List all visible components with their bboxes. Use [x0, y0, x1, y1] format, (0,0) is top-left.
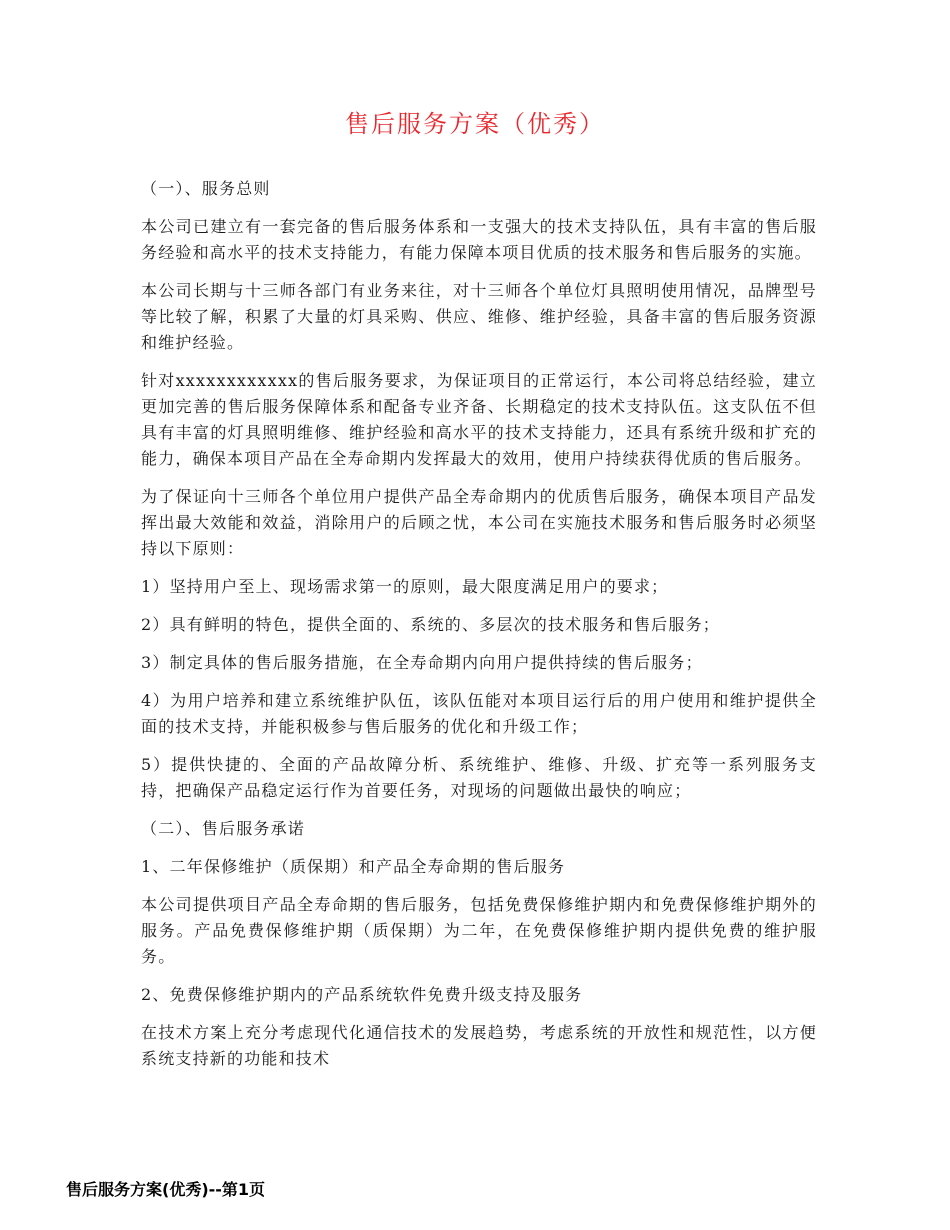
list-item: 2）具有鲜明的特色，提供全面的、系统的、多层次的技术服务和售后服务；: [141, 615, 720, 634]
document-body: [141, 176, 817, 1084]
paragraph: 为了保证向十三师各个单位用户提供产品全寿命期内的优质售后服务，确保本项目产品发挥出最大效能和效益，消除用户的后顾之忧，本公司在实施技术服务和售后服务时必须坚持以下原则：: [141, 487, 817, 558]
paragraph: 在技术方案上充分考虑现代化通信技术的发展趋势，考虑系统的开放性和规范性，以方便系统支持新的功能和技术: [141, 1023, 817, 1068]
paragraph: 本公司已建立有一套完备的售后服务体系和一支强大的技术支持队伍，具有丰富的售后服务经验和高水平的技术支持能力，有能力保障本项目优质的技术服务和售后服务的实施。: [141, 217, 817, 262]
document-title: 售后服务方案（优秀）: [345, 110, 605, 138]
list-item: 3）制定具体的售后服务措施，在全寿命期内向用户提供持续的售后服务；: [141, 653, 703, 672]
paragraph: 针对xxxxxxxxxxxx的售后服务要求，为保证项目的正常运行，本公司将总结经验，建立更加完善的售后服务保障体系和配备专业齐备、长期稳定的技术支持队伍。这支队伍不但具有丰富的灯具照明维修、维护经验和高水平的技术支持能力，还具有系统升级和扩充的能力，确保本项目产品在全寿命期内发挥最大的效用，使用户持续获得优质的售后服务。: [141, 371, 817, 468]
list-item: 1）坚持用户至上、现场需求第一的原则，最大限度满足用户的要求；: [141, 577, 669, 596]
subsection-heading: 1、二年保修维护（质保期）和产品全寿命期的售后服务: [141, 857, 566, 876]
section-heading: （二）、售后服务承诺: [141, 819, 306, 838]
paragraph: 本公司提供项目产品全寿命期的售后服务，包括免费保修维护期内和免费保修维护期外的服务。产品免费保修维护期（质保期）为二年，在免费保修维护期内提供免费的维护服务。: [141, 895, 817, 966]
page-footer: 售后服务方案(优秀)--第1页: [66, 1180, 266, 1199]
subsection-heading: 2、免费保修维护期内的产品系统软件免费升级支持及服务: [141, 985, 583, 1004]
paragraph: 本公司长期与十三师各部门有业务来往，对十三师各个单位灯具照明使用情况，品牌型号等比较了解，积累了大量的灯具采购、供应、维修、维护经验，具备丰富的售后服务资源和维护经验。: [141, 281, 817, 352]
list-item: 4）为用户培养和建立系统维护队伍，该队伍能对本项目运行后的用户使用和维护提供全面的技术支持，并能积极参与售后服务的优化和升级工作；: [141, 691, 817, 736]
list-item: 5）提供快捷的、全面的产品故障分析、系统维护、维修、升级、扩充等一系列服务支持，把确保产品稳定运行作为首要任务，对现场的问题做出最快的响应；: [141, 755, 817, 800]
section-heading: （一）、服务总则: [141, 179, 271, 198]
